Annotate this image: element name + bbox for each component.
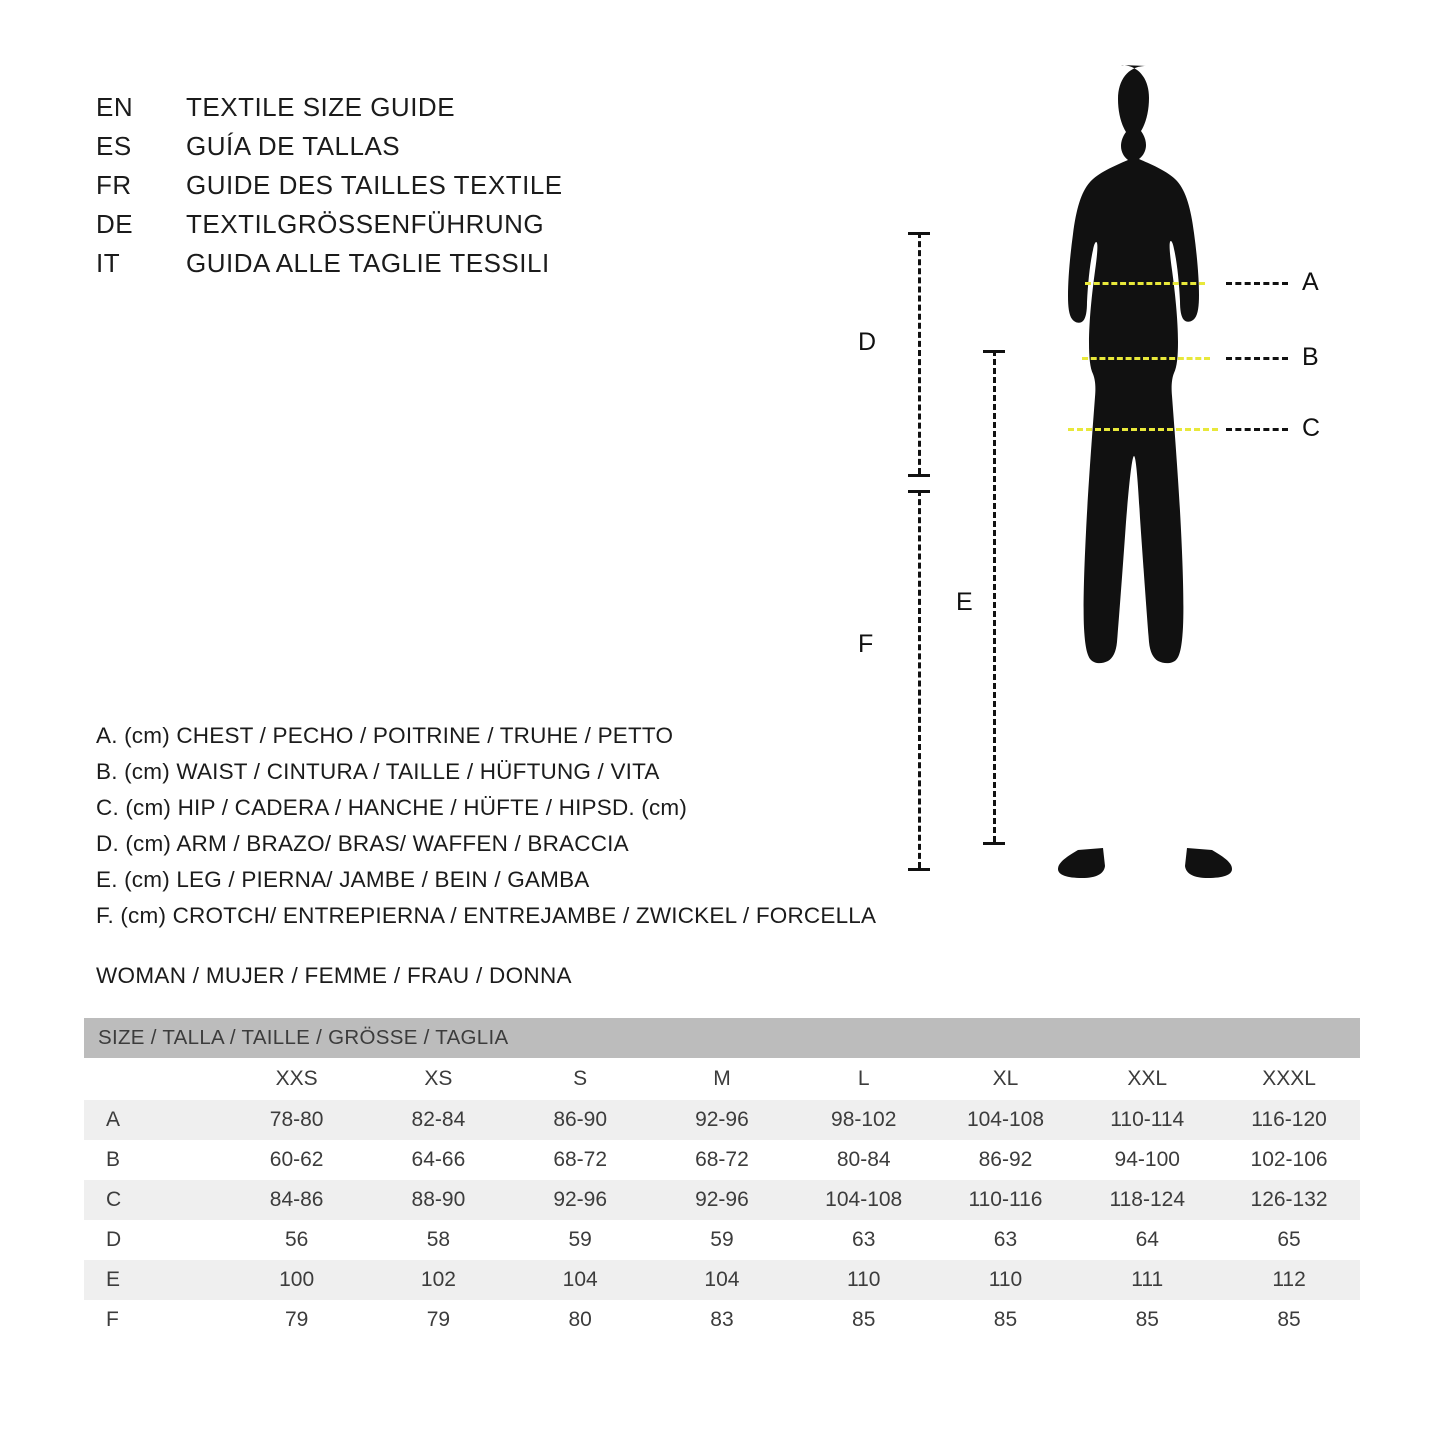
title-text-it: GUIDA ALLE TAGLIE TESSILI [186, 248, 550, 278]
cell-f-xxxl: 85 [1218, 1300, 1360, 1340]
table-header-row [84, 1058, 1360, 1100]
cell-c-s: 92-96 [509, 1180, 651, 1220]
corner-cell [84, 1058, 226, 1100]
legend-item-b: B. (cm) WAIST / CINTURA / TAILLE / HÜFTUNG / VITA [96, 759, 660, 784]
size-header-cell: SIZE / TALLA / TAILLE / GRÖSSE / TAGLIA [84, 1018, 1360, 1058]
size-table [84, 1018, 1360, 1340]
cell-a-xxl: 110-114 [1076, 1100, 1218, 1140]
col-header-s: S [509, 1058, 651, 1100]
col-header-xl: XL [935, 1058, 1077, 1100]
cell-c-m: 92-96 [651, 1180, 793, 1220]
cell-c-xl: 110-116 [935, 1180, 1077, 1220]
title-row-it [96, 248, 563, 287]
cell-a-xl: 104-108 [935, 1100, 1077, 1140]
cell-f-s: 80 [509, 1300, 651, 1340]
cell-f-m: 83 [651, 1300, 793, 1340]
title-row-en [96, 92, 563, 131]
cell-e-xs: 102 [368, 1260, 510, 1300]
marker-label-b: B [1302, 343, 1319, 371]
cell-f-xs: 79 [368, 1300, 510, 1340]
marker-label-e: E [956, 588, 973, 616]
cell-a-s: 86-90 [509, 1100, 651, 1140]
table-row [84, 1100, 1360, 1140]
marker-label-d: D [858, 328, 877, 356]
cell-e-l: 110 [793, 1260, 935, 1300]
cell-a-l: 98-102 [793, 1100, 935, 1140]
col-header-xs: XS [368, 1058, 510, 1100]
table-row [84, 1260, 1360, 1300]
table-row [84, 1300, 1360, 1340]
woman-silhouette-icon [1020, 60, 1270, 900]
col-header-m: M [651, 1058, 793, 1100]
cell-b-m: 68-72 [651, 1140, 793, 1180]
cell-d-m: 59 [651, 1220, 793, 1260]
cell-d-xxl: 64 [1076, 1220, 1218, 1260]
table-row [84, 1220, 1360, 1260]
figure-diagram [820, 50, 1380, 920]
cell-c-xxl: 118-124 [1076, 1180, 1218, 1220]
dim-line-e [993, 350, 996, 842]
cell-d-xs: 58 [368, 1220, 510, 1260]
table-row [84, 1140, 1360, 1180]
cell-a-xxs: 78-80 [226, 1100, 368, 1140]
cell-d-xxs: 56 [226, 1220, 368, 1260]
row-label-b: B [84, 1140, 226, 1180]
cell-d-xxxl: 65 [1218, 1220, 1360, 1260]
dim-cap-e-bottom [983, 842, 1005, 845]
title-lang-es: ES [96, 131, 132, 161]
title-row-es [96, 131, 563, 170]
cell-f-xxs: 79 [226, 1300, 368, 1340]
size-table-wrapper [84, 1018, 1360, 1340]
dim-cap-f-top [908, 490, 930, 493]
measure-line-hip [1068, 428, 1218, 431]
col-header-xxs: XXS [226, 1058, 368, 1100]
cell-e-xxl: 111 [1076, 1260, 1218, 1300]
dim-cap-f-bottom [908, 868, 930, 871]
title-row-fr [96, 170, 563, 209]
cell-e-m: 104 [651, 1260, 793, 1300]
cell-d-xl: 63 [935, 1220, 1077, 1260]
cell-c-xs: 88-90 [368, 1180, 510, 1220]
cell-f-l: 85 [793, 1300, 935, 1340]
cell-e-xxxl: 112 [1218, 1260, 1360, 1300]
cell-d-s: 59 [509, 1220, 651, 1260]
col-header-l: L [793, 1058, 935, 1100]
row-label-e: E [84, 1260, 226, 1300]
cell-d-l: 63 [793, 1220, 935, 1260]
col-header-xxxl: XXXL [1218, 1058, 1360, 1100]
legend-item-e: E. (cm) LEG / PIERNA/ JAMBE / BEIN / GAMBA [96, 867, 590, 892]
leader-a [1226, 282, 1288, 285]
legend-item-d: D. (cm) ARM / BRAZO/ BRAS/ WAFFEN / BRACCIA [96, 831, 629, 856]
title-text-fr: GUIDE DES TAILLES TEXTILE [186, 170, 563, 200]
title-text-es: GUÍA DE TALLAS [186, 131, 401, 161]
cell-e-xl: 110 [935, 1260, 1077, 1300]
size-table-banner [84, 1018, 1360, 1058]
title-block [96, 92, 563, 287]
marker-label-f: F [858, 630, 874, 658]
cell-b-xl: 86-92 [935, 1140, 1077, 1180]
leader-b [1226, 357, 1288, 360]
row-label-f: F [84, 1300, 226, 1340]
row-label-a: A [84, 1100, 226, 1140]
cell-a-xs: 82-84 [368, 1100, 510, 1140]
cell-f-xxl: 85 [1076, 1300, 1218, 1340]
cell-c-l: 104-108 [793, 1180, 935, 1220]
measure-line-chest [1085, 282, 1205, 285]
cell-c-xxs: 84-86 [226, 1180, 368, 1220]
gender-label: WOMAN / MUJER / FEMME / FRAU / DONNA [96, 963, 572, 988]
cell-b-xxxl: 102-106 [1218, 1140, 1360, 1180]
legend-item-c: C. (cm) HIP / CADERA / HANCHE / HÜFTE / HIPSD. (cm) [96, 795, 688, 820]
title-lang-de: DE [96, 209, 134, 239]
legend-item-f: F. (cm) CROTCH/ ENTREPIERNA / ENTREJAMBE / ZWICKEL / FORCELLA [96, 903, 877, 928]
cell-c-xxxl: 126-132 [1218, 1180, 1360, 1220]
title-lang-en: EN [96, 92, 134, 122]
measurement-legend [96, 723, 876, 939]
title-text-en: TEXTILE SIZE GUIDE [186, 92, 456, 122]
leader-c [1226, 428, 1288, 431]
marker-label-c: C [1302, 414, 1321, 442]
title-lang-fr: FR [96, 170, 132, 200]
cell-e-s: 104 [509, 1260, 651, 1300]
cell-b-l: 80-84 [793, 1140, 935, 1180]
row-label-d: D [84, 1220, 226, 1260]
dim-line-d [918, 232, 921, 474]
dim-cap-e-top [983, 350, 1005, 353]
cell-e-xxs: 100 [226, 1260, 368, 1300]
col-header-xxl: XXL [1076, 1058, 1218, 1100]
dim-line-f [918, 490, 921, 868]
cell-a-m: 92-96 [651, 1100, 793, 1140]
title-lang-it: IT [96, 248, 121, 278]
cell-b-xxs: 60-62 [226, 1140, 368, 1180]
measure-line-waist [1082, 357, 1210, 360]
legend-item-a: A. (cm) CHEST / PECHO / POITRINE / TRUHE / PETTO [96, 723, 674, 748]
dim-cap-d-top [908, 232, 930, 235]
cell-b-s: 68-72 [509, 1140, 651, 1180]
row-label-c: C [84, 1180, 226, 1220]
cell-b-xxl: 94-100 [1076, 1140, 1218, 1180]
cell-f-xl: 85 [935, 1300, 1077, 1340]
table-row [84, 1180, 1360, 1220]
title-row-de [96, 209, 563, 248]
dim-cap-d-bottom [908, 474, 930, 477]
cell-b-xs: 64-66 [368, 1140, 510, 1180]
marker-label-a: A [1302, 268, 1319, 296]
cell-a-xxxl: 116-120 [1218, 1100, 1360, 1140]
title-text-de: TEXTILGRÖSSENFÜHRUNG [186, 209, 545, 239]
